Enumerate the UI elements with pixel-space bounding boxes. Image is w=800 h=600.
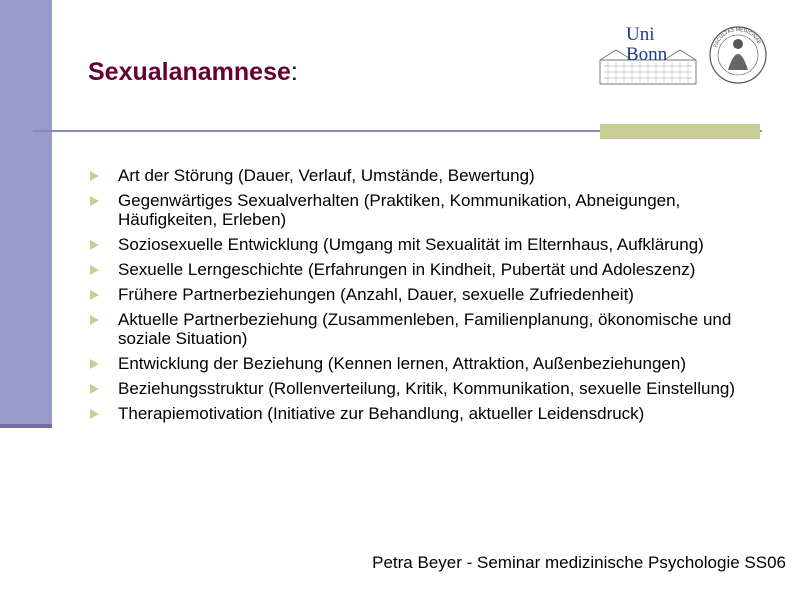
bullet-text: Art der Störung (Dauer, Verlauf, Umstände, Bewertung) (118, 166, 535, 185)
bullet-item (90, 285, 770, 304)
bullet-triangle-icon (90, 409, 99, 419)
uni-logo-line1: Uni (626, 24, 655, 45)
bullet-triangle-icon (90, 359, 99, 369)
bullet-item (90, 191, 770, 229)
bullet-text: Sexuelle Lerngeschichte (Erfahrungen in Kindheit, Pubertät und Adoleszenz) (118, 260, 696, 279)
bullet-triangle-icon (90, 265, 99, 275)
title-accent-bar (600, 124, 760, 139)
bullet-text: Aktuelle Partnerbeziehung (Zusammenleben, Familienplanung, ökonomische und soziale Situation) (118, 310, 732, 348)
bullet-item (90, 379, 770, 398)
bullet-text: Beziehungsstruktur (Rollenverteilung, Kritik, Kommunikation, sexuelle Einstellung) (118, 379, 736, 398)
bullet-item (90, 310, 770, 348)
university-logos (596, 20, 772, 90)
faculty-seal-icon (710, 27, 766, 83)
bullet-triangle-icon (90, 240, 99, 250)
bullet-triangle-icon (90, 384, 99, 394)
bullet-triangle-icon (90, 171, 99, 181)
uni-bonn-logo-icon (600, 24, 696, 84)
uni-logo-line2: Bonn (626, 44, 668, 65)
slide-title (88, 58, 298, 87)
bullet-item (90, 235, 770, 254)
bullet-item (90, 354, 770, 373)
seal-text: FACULTAS MEDICINAE (712, 26, 762, 49)
slide-title-colon: : (290, 58, 298, 86)
bullet-item (90, 260, 770, 279)
bullet-list (90, 166, 770, 429)
slide-title-text: Sexualanamnese (88, 58, 291, 86)
bullet-text: Therapiemotivation (Initiative zur Behandlung, aktueller Leidensdruck) (118, 404, 645, 423)
bullet-text: Frühere Partnerbeziehungen (Anzahl, Dauer, sexuelle Zufriedenheit) (118, 285, 634, 304)
bullet-triangle-icon (90, 290, 99, 300)
left-sidebar-band (0, 0, 52, 426)
slide-footer: Petra Beyer - Seminar medizinische Psychologie SS06 (372, 553, 786, 572)
bullet-triangle-icon (90, 196, 99, 206)
left-sidebar-edge (0, 424, 52, 428)
bullet-item (90, 404, 770, 423)
bullet-triangle-icon (90, 315, 99, 325)
bullet-text: Entwicklung der Beziehung (Kennen lernen, Attraktion, Außenbeziehungen) (118, 354, 686, 373)
bullet-item (90, 166, 770, 185)
bullet-text: Soziosexuelle Entwicklung (Umgang mit Sexualität im Elternhaus, Aufklärung) (118, 235, 704, 254)
bullet-text: Gegenwärtiges Sexualverhalten (Praktiken, Kommunikation, Abneigungen, Häufigkeiten, Erleben) (118, 191, 681, 229)
